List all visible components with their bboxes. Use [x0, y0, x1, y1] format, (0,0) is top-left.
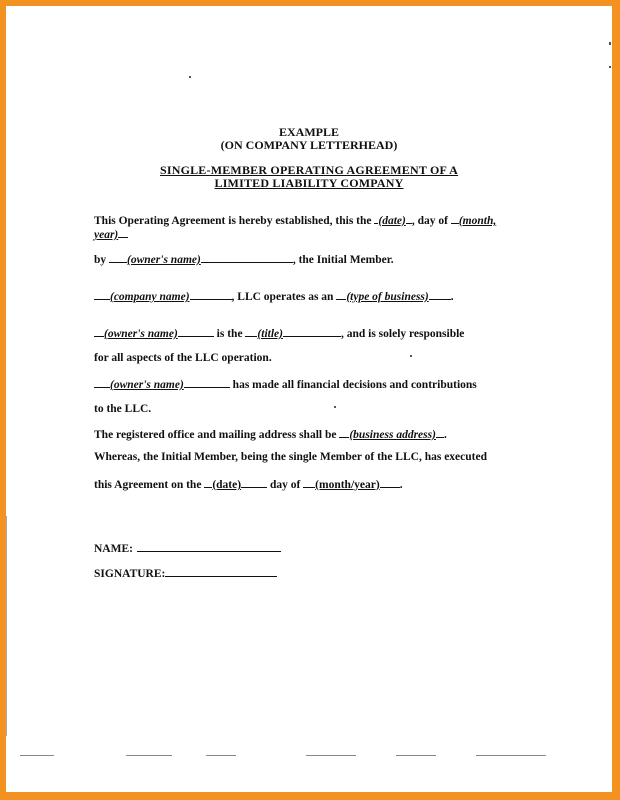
paragraph-whereas: Whereas, the Initial Member, being the single Member of the LLC, has executed: [94, 451, 487, 463]
month-year-blank: (month/year): [315, 479, 380, 491]
example-heading: EXAMPLE: [279, 125, 339, 139]
scan-edge-mark: [306, 755, 356, 756]
scan-speck: [609, 42, 611, 45]
year-blank: year): [94, 229, 119, 241]
name-label: NAME:: [94, 543, 133, 555]
title-blank: (title): [257, 328, 283, 340]
scan-edge-mark: [206, 755, 236, 756]
paragraph-to-llc: to the LLC.: [94, 403, 152, 415]
paragraph-establishment-cont: [94, 227, 128, 241]
paragraph-responsibility: for all aspects of the LLC operation.: [94, 352, 272, 364]
scan-edge-mark: [126, 755, 172, 756]
scan-edge-mark: [6, 516, 7, 736]
document-page: [6, 6, 612, 792]
scan-speck: [410, 355, 412, 357]
paragraph-registered-office: The registered office and mailing address shall be (business address) .: [94, 429, 447, 441]
paragraph-initial-member: by (owner's name) , the Initial Member.: [94, 254, 394, 266]
business-type-blank: (type of business): [346, 291, 429, 303]
scan-edge-mark: [476, 755, 546, 756]
name-field[interactable]: [137, 541, 281, 552]
agreement-title-line1: SINGLE-MEMBER OPERATING AGREEMENT OF A: [159, 163, 459, 177]
signature-field[interactable]: [165, 566, 277, 577]
name-line: [94, 541, 281, 555]
scan-edge-mark: [396, 755, 436, 756]
date-blank: (date): [212, 479, 242, 491]
agreement-title-line2: LIMITED LIABILITY COMPANY: [214, 176, 404, 190]
paragraph-owner-title: (owner's name) is the (title) , and is solely responsible: [94, 326, 464, 340]
owner-name-blank: (owner's name): [104, 328, 178, 340]
scan-edge-mark: [20, 755, 54, 756]
signature-label: SIGNATURE:: [94, 568, 166, 580]
date-blank: (date): [378, 215, 406, 227]
paragraph-executed: this Agreement on the (date) day of (month/year) .: [94, 479, 403, 491]
scan-speck: [334, 406, 336, 408]
month-blank: (month,: [458, 215, 497, 227]
scan-speck: [609, 66, 611, 68]
signature-line: [94, 566, 277, 580]
owner-name-blank: (owner's name): [127, 254, 201, 266]
paragraph-establishment: This Operating Agreement is hereby established, this the (date) , day of (month,: [94, 215, 497, 227]
business-address-blank: (business address): [349, 429, 436, 441]
owner-name-blank: (owner's name): [110, 379, 184, 391]
scan-speck: [189, 76, 191, 78]
company-name-blank: (company name): [110, 291, 190, 303]
letterhead-heading: (ON COMPANY LETTERHEAD): [220, 138, 398, 152]
paragraph-llc-operates: (company name) , LLC operates as an (type of business) .: [94, 289, 454, 303]
paragraph-financial-decisions: (owner's name) has made all financial decisions and contributions: [94, 377, 477, 391]
